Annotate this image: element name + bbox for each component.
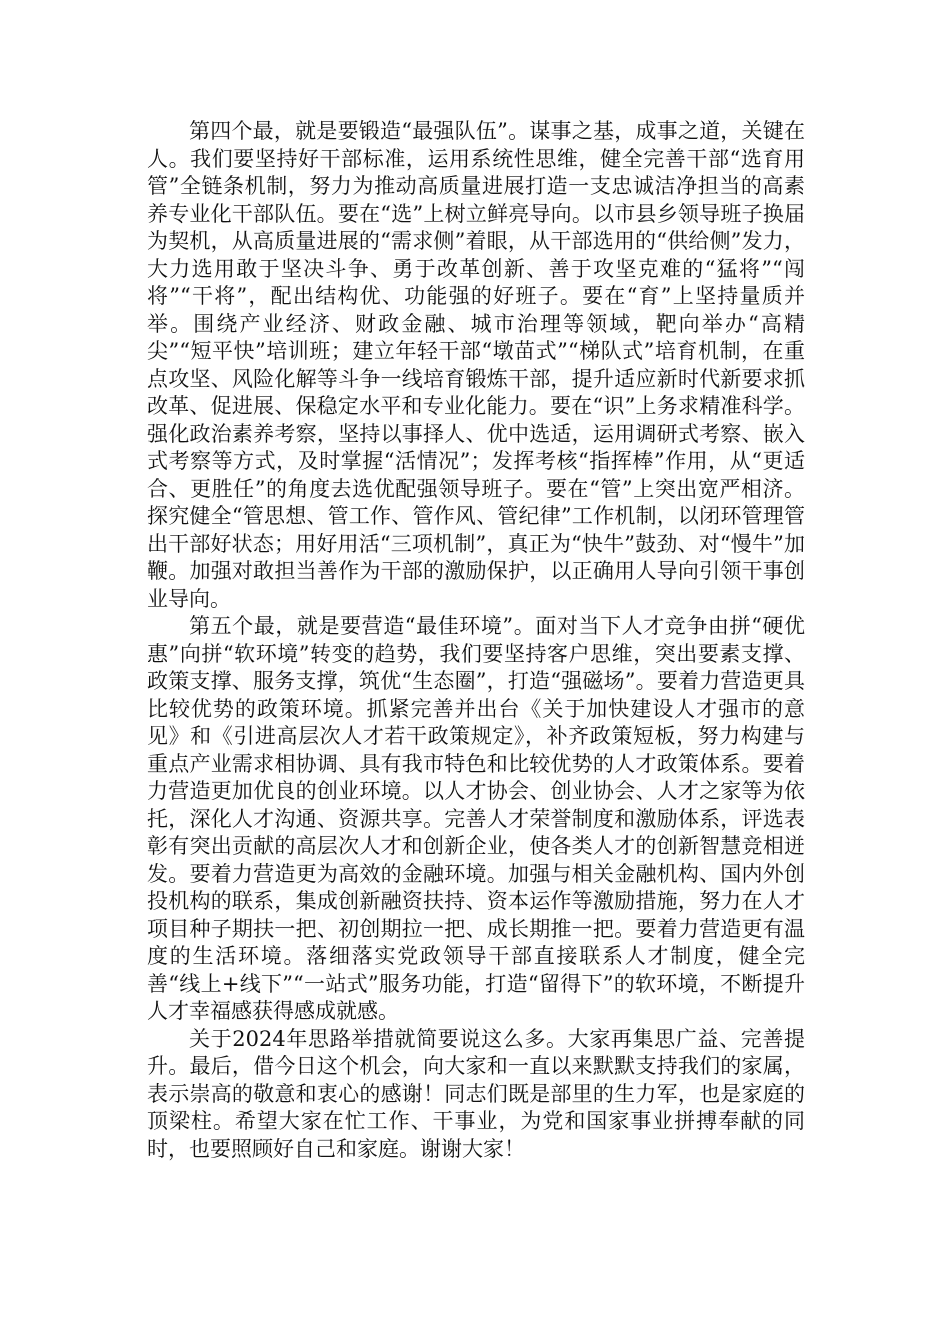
paragraph-closing-remarks: 关于2024年思路举措就简要说这么多。大家再集思广益、完善提升。最后，借今日这个机会，向大家和一直以来默默支持我们的家属，表示崇高的敬意和衷心的感谢！同志们既是部里的生力军，也是家庭的顶梁柱。希望大家在忙工作、干事业，为党和国家事业拼搏奉献的同时，也要照顾好自己和家庭。谢谢大家！ [147, 1026, 805, 1161]
paragraph-fourth-strongest-team: 第四个最，就是要锻造“最强队伍”。谋事之基，成事之道，关键在人。我们要坚持好干部标准，运用系统性思维，健全完善干部“选育用管”全链条机制，努力为推动高质量进展打造一支忠诚洁净担当的高素养专业化干部队伍。要在“选”上树立鲜亮导向。以市县乡领导班子换届为契机，从高质量进展的“需求侧”着眼，从干部选用的“供给侧”发力，大力选用敢于坚决斗争、勇于改革创新、善于攻坚克难的“猛将”“闯将”“干将”，配出结构优、功能强的好班子。要在“育”上坚持量质并举。围绕产业经济、财政金融、城市治理等领域，靶向举办“高精尖”“短平快”培训班；建立年轻干部“墩苗式”“梯队式”培育机制，在重点攻坚、风险化解等斗争一线培育锻炼干部，提升适应新时代新要求抓改革、促进展、保稳定水平和专业化能力。要在“识”上务求精准科学。强化政治素养考察，坚持以事择人、优中选适，运用调研式考察、嵌入式考察等方式，及时掌握“活情况”；发挥考核“指挥棒”作用，从“更适合、更胜任”的角度去选优配强领导班子。要在“管”上突出宽严相济。探究健全“管思想、管工作、管作风、管纪律”工作机制，以闭环管理管出干部好状态；用好用活“三项机制”，真正为“快牛”鼓劲、对“慢牛”加鞭。加强对敢担当善作为干部的激励保护，以正确用人导向引领干事创业导向。 [147, 119, 805, 611]
paragraph-fifth-best-environment: 第五个最，就是要营造“最佳环境”。面对当下人才竞争由拼“硬优惠”向拼“软环境”转变的趋势，我们要坚持客户思维，突出要素支撑、政策支撑、服务支撑，筑优“生态圈”，打造“强磁场”。要着力营造更具比较优势的政策环境。抓紧完善并出台《关于加快建设人才强市的意见》和《引进高层次人才若干政策规定》，补齐政策短板，努力构建与重点产业需求相协调、具有我市特色和比较优势的人才政策体系。要着力营造更加优良的创业环境。以人才协会、创业协会、人才之家等为依托，深化人才沟通、资源共享。完善人才荣誉制度和激励体系，评选表彰有突出贡献的高层次人才和创新企业，使各类人才的创新智慧竞相迸发。要着力营造更为高效的金融环境。加强与相关金融机构、国内外创投机构的联系，集成创新融资扶持、资本运作等激励措施，努力在人才项目种子期扶一把、初创期拉一把、成长期推一把。要着力营造更有温度的生活环境。落细落实党政领导干部直接联系人才制度，健全完善“线上+线下”“一站式”服务功能，打造“留得下”的软环境，不断提升人才幸福感获得感成就感。 [147, 614, 805, 1023]
document-body [147, 118, 805, 1163]
